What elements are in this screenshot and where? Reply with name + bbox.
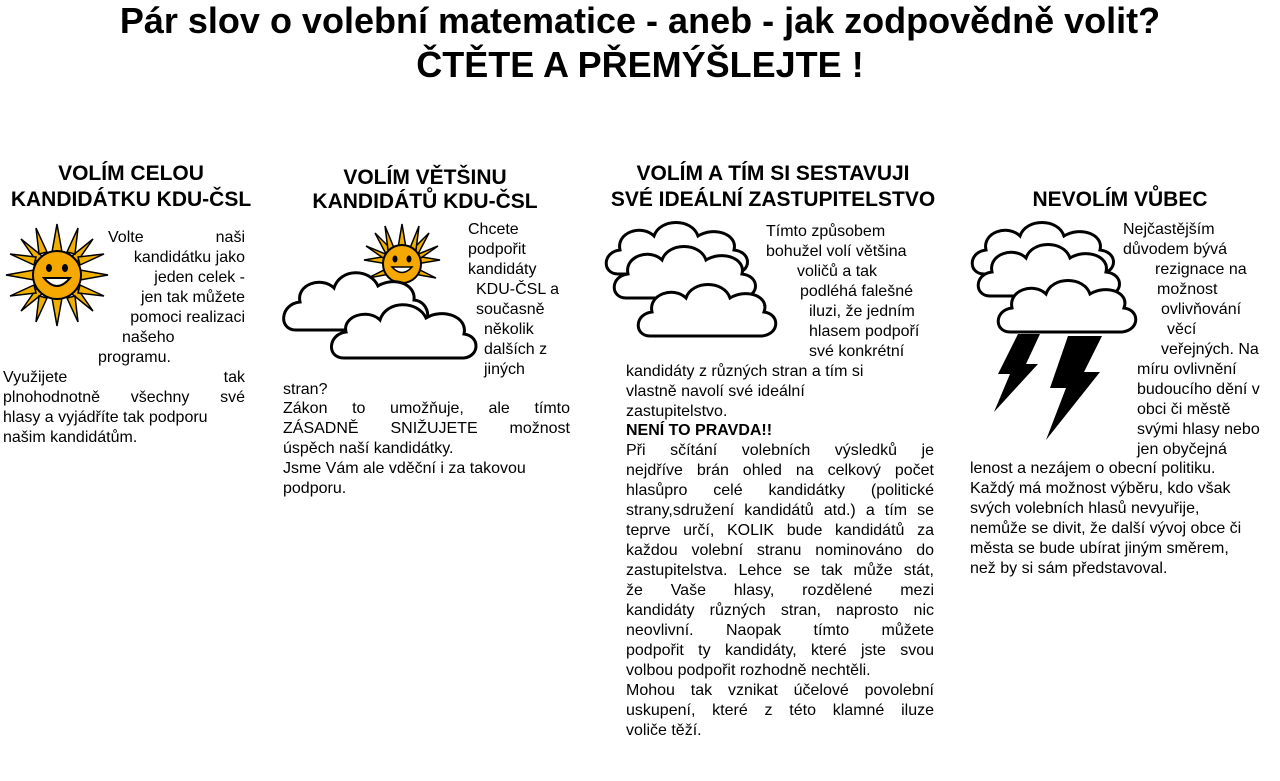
text-line: obci či městě: [1137, 401, 1231, 418]
text-line: jen obyčejná: [1137, 441, 1227, 458]
text-line: zastupitelstva. Lehce se tak může stát,: [626, 562, 934, 579]
text-line: pomoci realizaci: [130, 309, 245, 326]
text-line: úspěch naší kandidátky.: [283, 440, 454, 457]
text-line: Při sčítání volebních výsledků je: [626, 442, 934, 459]
text-line: podporu.: [283, 480, 347, 497]
text-line: možnost: [1157, 281, 1218, 298]
text-line: Chcete: [468, 221, 519, 238]
text-line: jeden celek -: [154, 269, 245, 286]
text-line: hlasy a vyjádříte tak podporu: [3, 409, 208, 426]
text-line: své konkrétní: [809, 343, 905, 360]
text-line: Každý má možnost výběru, kdo však: [970, 480, 1231, 497]
text-line-emphasis: NENÍ TO PRAVDA!!: [626, 422, 773, 439]
text-line: neovlivní. Naopak tímto můžete: [626, 622, 934, 639]
text-line: hlasůpro celé kandidátky (politické: [626, 482, 934, 499]
text-line: Volte naši: [108, 229, 245, 246]
text-line: důvodem bývá: [1123, 241, 1228, 258]
text-line: voličů a tak: [797, 263, 878, 280]
text-line: programu.: [98, 349, 171, 366]
text-line: Zákon to umožňuje, ale tímto: [283, 400, 570, 417]
text-line: stran?: [283, 381, 328, 398]
text-line: nemůže se divit, že další vývoj obce či: [970, 520, 1242, 537]
text-line: kandidáty různých stran, naprosto nic: [626, 602, 934, 619]
text-line: Nejčastějším: [1123, 221, 1215, 238]
thunderstorm-icon: [970, 214, 1130, 442]
text-line: našeho: [122, 329, 175, 346]
text-line: plnohodnotně všechny své: [3, 389, 245, 406]
text-line: svými hlasy nebo: [1137, 421, 1260, 438]
text-line: současně: [476, 301, 545, 318]
text-line: kandidáty: [468, 261, 537, 278]
clouds-icon: [604, 216, 766, 344]
column-heading-line1: VOLÍM A TÍM SI SESTAVUJI: [636, 162, 910, 185]
text-line: podléhá falešné: [800, 283, 913, 300]
text-line: iluzi, že jedním: [809, 303, 915, 320]
text-line: Tímto způsobem: [766, 223, 886, 240]
text-line: míru ovlivnění: [1137, 361, 1237, 378]
text-line: Jsme Vám ale vděční i za takovou: [283, 460, 526, 477]
text-line: věcí: [1167, 321, 1197, 338]
text-line: budoucího dění v: [1137, 381, 1260, 398]
column-heading: NEVOLÍM VŮBEC: [1032, 188, 1208, 211]
text-line: uskupení, které z této klamné iluze: [626, 702, 934, 719]
sun-behind-cloud-icon: [282, 222, 478, 362]
text-line: strany,sdružení kandidátů atd.) a tím se: [626, 502, 934, 519]
text-line: podpořit: [468, 241, 526, 258]
text-line: než by si sám představoval.: [970, 560, 1168, 577]
text-line: kandidátku jako: [133, 249, 245, 266]
text-line: svých volebních hlasů nevyuřije,: [970, 500, 1200, 517]
text-line: voliče těží.: [626, 722, 702, 739]
column-heading-line2: KANDIDÁTKU KDU-ČSL: [10, 188, 252, 211]
text-line: teprve určí, KOLIK bude kandidátů za: [626, 522, 934, 539]
text-line: dalších z: [484, 341, 548, 358]
column-heading-line2: KANDIDÁTŮ KDU-ČSL: [312, 190, 538, 213]
text-line: nejdříve brán ohled na celkový počet: [626, 462, 934, 479]
text-line: lenost a nezájem o obecní politiku.: [970, 460, 1216, 477]
text-line: našim kandidátům.: [3, 429, 138, 446]
text-line: ZÁSADNĚ SNIŽUJETE možnost: [283, 420, 570, 437]
text-line: několik: [484, 321, 534, 338]
column-heading-line1: VOLÍM VĚTŠINU: [343, 166, 507, 189]
text-line: rezignace na: [1155, 261, 1247, 278]
text-line: bohužel volí většina: [766, 243, 907, 260]
text-line: Mohou tak vznikat účelové povolební: [626, 682, 934, 699]
text-line: hlasem podpoří: [809, 323, 920, 340]
text-line: Využijete tak: [3, 369, 245, 386]
page-title: Pár slov o volební matematice - aneb - jak zodpovědně volit?: [119, 0, 1161, 41]
text-line: kandidáty z různých stran a tím si: [626, 363, 864, 380]
text-line: zastupitelstvo.: [626, 403, 728, 420]
text-line: ovlivňování: [1161, 301, 1242, 318]
text-line: jen tak můžete: [140, 289, 245, 306]
column-heading-line2: SVÉ IDEÁLNÍ ZASTUPITELSTVO: [610, 188, 936, 211]
text-line: volbou podpořit rozhodně nechtěli.: [626, 662, 871, 679]
page-subtitle: ČTĚTE A PŘEMÝŠLEJTE !: [416, 44, 864, 85]
text-line: že Vaše hlasy, rozdělené mezi: [626, 582, 934, 599]
sun-icon: [4, 222, 110, 328]
text-line: vlastně navolí své ideální: [626, 383, 805, 400]
text-line: KDU-ČSL a: [476, 281, 559, 298]
text-line: veřejných. Na: [1161, 341, 1259, 358]
column-heading-line1: VOLÍM CELOU: [58, 162, 204, 185]
text-line: města se bude ubírat jiným směrem,: [970, 540, 1229, 557]
text-line: každou volební stranu nominováno do: [626, 542, 934, 559]
text-line: jiných: [484, 361, 525, 378]
text-line: podpořit ty kandidáty, které jste svou: [626, 642, 934, 659]
